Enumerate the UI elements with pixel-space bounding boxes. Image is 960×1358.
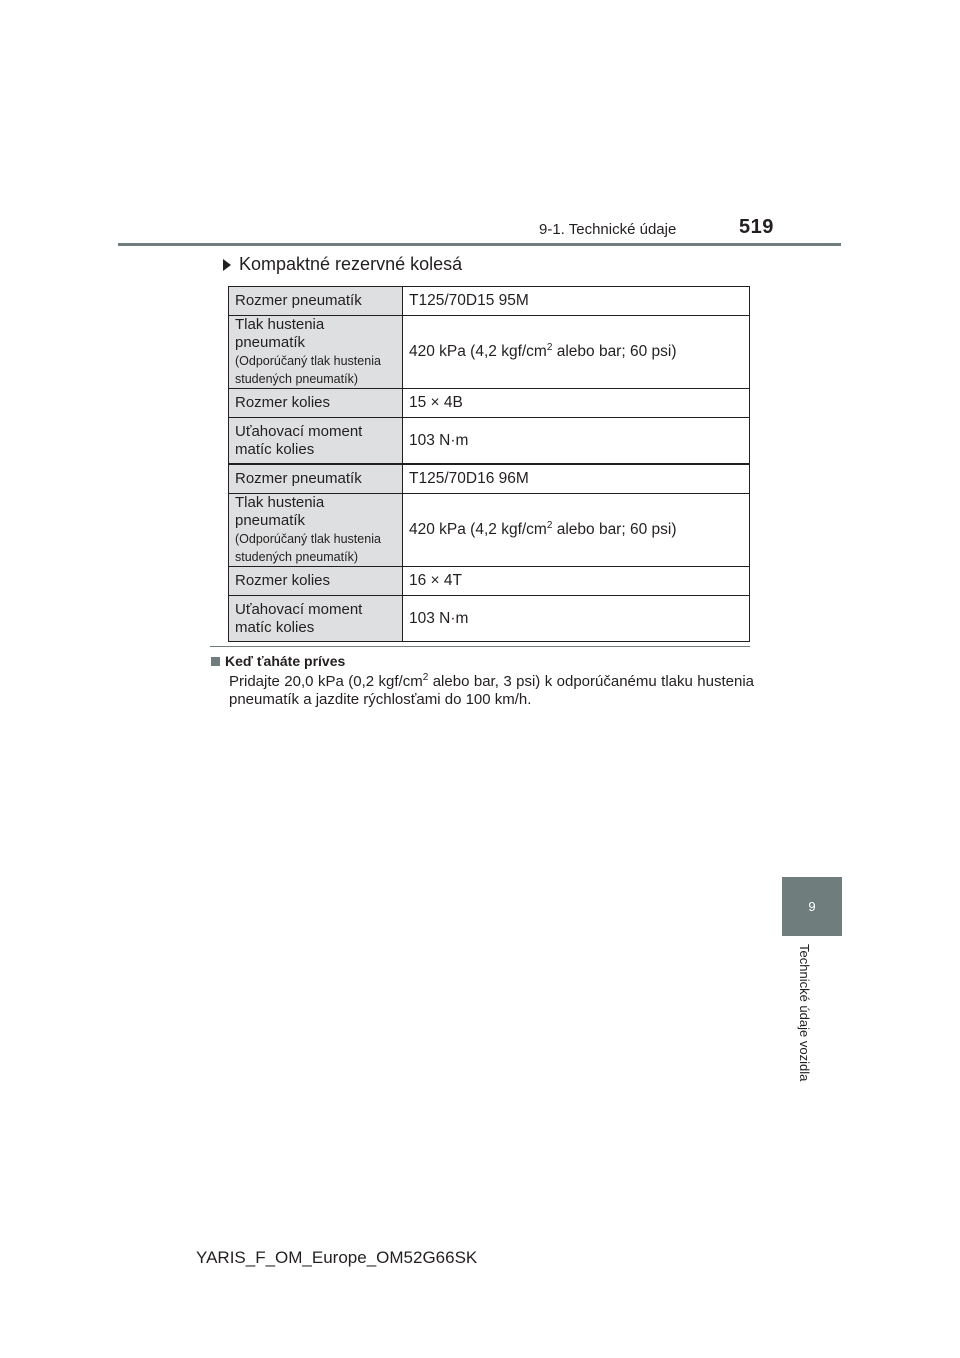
table-value-cell: 103 N·m [403, 418, 750, 464]
note-text-rest: alebo bar, 3 psi) k odporúčanému tlaku hustenia pneumatík a jazdite rýchlosťami do 100 km/h. [229, 673, 755, 708]
table-label-cell: Uťahovací moment matíc kolies [229, 596, 403, 642]
table-value-cell [403, 316, 750, 389]
table-row [229, 567, 750, 596]
note-heading [211, 653, 345, 669]
table-label-cell: Rozmer kolies [229, 567, 403, 596]
page-number: 519 [739, 216, 774, 238]
footer-doc-id: YARIS_F_OM_Europe_OM52G66SK [196, 1248, 478, 1267]
header-rule [118, 243, 841, 246]
table-label-cell: Uťahovací moment matíc kolies [229, 418, 403, 464]
table-row [229, 287, 750, 316]
table-row [229, 389, 750, 418]
table-row [229, 465, 750, 494]
table-value-cell: T125/70D16 96M [403, 465, 750, 494]
chapter-tab [782, 877, 842, 936]
pressure-value-rest: alebo bar; 60 psi) [552, 343, 677, 360]
pressure-value: 420 kPa (4,2 kgf/cm [409, 343, 547, 360]
note-title: Keď ťaháte príves [225, 653, 346, 669]
pressure-label: Tlak hustenia pneumatík [235, 494, 325, 529]
subsection-heading [223, 254, 462, 275]
section-divider [210, 646, 750, 647]
table-value-cell [403, 494, 750, 567]
table-row [229, 418, 750, 464]
spec-table-16 [228, 464, 750, 642]
table-value-cell: 15 × 4B [403, 389, 750, 418]
table-row [229, 596, 750, 642]
pressure-label: Tlak hustenia pneumatík [235, 316, 325, 351]
table-label-cell: Rozmer pneumatík [229, 465, 403, 494]
note-text: Pridajte 20,0 kPa (0,2 kgf/cm [229, 673, 423, 690]
pressure-sublabel: (Odporúčaný tlak hustenia studených pneumatík) [235, 354, 381, 386]
section-title: 9-1. Technické údaje [539, 221, 677, 238]
table-label-cell [229, 316, 403, 389]
table-label-cell: Rozmer kolies [229, 389, 403, 418]
table-value-cell: T125/70D15 95M [403, 287, 750, 316]
table-row [229, 316, 750, 389]
chapter-number: 9 [808, 899, 816, 914]
arrow-right-icon [223, 259, 231, 271]
pressure-value-rest: alebo bar; 60 psi) [552, 521, 677, 538]
superscript: 2 [546, 342, 553, 353]
pressure-value: 420 kPa (4,2 kgf/cm [409, 521, 547, 538]
superscript: 2 [546, 520, 553, 531]
table-label-cell [229, 494, 403, 567]
superscript: 2 [422, 672, 429, 683]
subsection-heading-text: Kompaktné rezervné kolesá [239, 254, 463, 274]
table-value-cell: 16 × 4T [403, 567, 750, 596]
note-body [229, 673, 754, 709]
table-row [229, 494, 750, 567]
pressure-sublabel: (Odporúčaný tlak hustenia studených pneumatík) [235, 532, 381, 564]
square-bullet-icon [211, 657, 220, 666]
table-label-cell: Rozmer pneumatík [229, 287, 403, 316]
chapter-tab-label: Technické údaje vozidla [797, 944, 812, 1082]
table-value-cell: 103 N·m [403, 596, 750, 642]
spec-table-15 [228, 286, 750, 464]
